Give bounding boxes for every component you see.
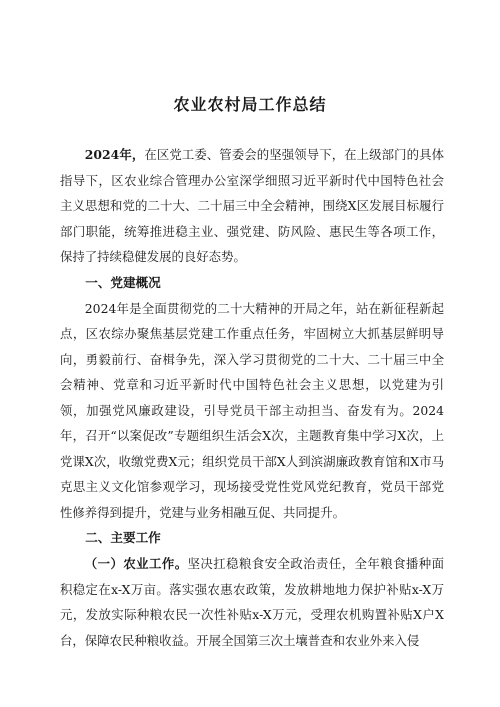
section-party-building-paragraph: 2024年是全面贯彻党的二十大精神的开局之年，站在新征程新起点，区农综办聚焦基层党建工作重点任务，牢固树立大抓基层鲜明导向，勇毅前行、奋楫争先，深入学习贯彻党的二十大、二十届三中全会精神、党章和习近平新时代中国特色社会主义思想，以党建为引领，加强党风廉政建设，引导党员干部主动担当、奋发有为。2024年，召开“以案促改”专题组织生活会X次，主题教育集中学习X次，上党课X次，收缴党费X元；组织党员干部X人到滨湖廉政教育馆和X市马克思主义文化馆参观学习，现场接受党性党风党纪教育，党员干部党性修养得到提升，党建与业务相融互促、共同提升。	[60, 300, 444, 520]
intro-lead: 2024年，	[84, 147, 145, 162]
subsection-agriculture-paragraph	[60, 551, 444, 653]
intro-paragraph	[60, 142, 444, 270]
subsection-agriculture-heading: （一）农业工作。	[84, 556, 188, 571]
intro-text: 在区党工委、管委会的坚强领导下，在上级部门的具体指导下，区农业综合管理办公室深学细照习近平新时代中国特色社会主义思想和党的二十大、二十届三中全会精神，围绕X区发展目标履行部门职能，统筹推进稳主业、强党建、防风险、惠民生等各项工作，保持了持续稳健发展的良好态势。	[60, 147, 444, 264]
document-body	[60, 142, 444, 653]
document-title: 农业农村局工作总结	[173, 95, 327, 114]
section-heading-main-work: 二、主要工作	[85, 530, 161, 545]
section-heading-party-building: 一、党建概况	[85, 274, 161, 290]
subsection-agriculture-text: 坚决扛稳粮食安全政治责任，全年粮食播种面积稳定在x-X万亩。落实强农惠农政策，发放耕地地力保护补贴x-X万元，发放实际种粮农民一次性补贴x-X万元，受理农机购置补贴X户X台，保障农民种粮收益。开展全国第三次土壤普查和农业外来入侵	[60, 556, 445, 648]
